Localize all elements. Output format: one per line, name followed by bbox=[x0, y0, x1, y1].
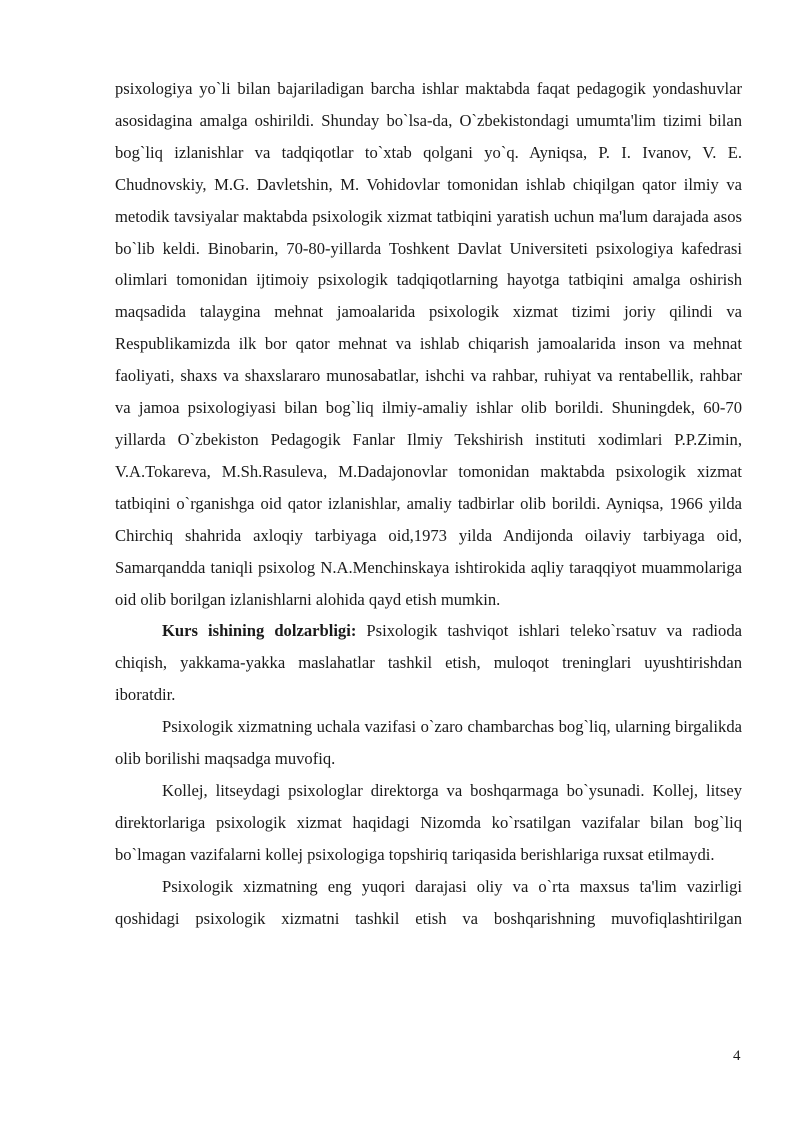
paragraph-history: psixologiya yo`li bilan bajariladigan barcha ishlar maktabda faqat pedagogik yondashuvlar asosidagina amalga oshirildi. Shunday bo`lsa-da, O`zbekistondagi umumta'lim tizimi bilan bog`liq izlanishlar va tadqiqotlar to`xtab qolgani yo`q. Ayniqsa, P. I. Ivanov, V. E. Chudnovskiy, M.G. Davletshin, M. Vohidovlar tomonidan ishlab chiqilgan qator ilmiy va metodik tavsiyalar maktabda psixologik xizmat tatbiqini yaratish uchun ma'lum darajada asos bo`lib keldi. Binobarin, 70-80-yillarda Toshkent Davlat Universiteti psixologiya kafedrasi olimlari tomonidan ijtimoiy psixologik tadqiqotlarning hayotga tatbiqini amalga oshirish maqsadida talaygina mehnat jamoalarida psixologik xizmat tizimi joriy qilindi va Respublikamizda ilk bor qator mehnat va ishlab chiqarish jamoalarida inson va mehnat faoliyati, shaxs va shaxslararo munosabatlar, ishchi va rahbar, ruhiyat va rentabellik, rahbar va jamoa psixologiyasi bilan bog`liq ilmiy-amaliy ishlar olib borildi. Shuningdek, 60-70 yillarda O`zbekiston Pedagogik Fanlar Ilmiy Tekshirish instituti xodimlari P.P.Zimin, V.A.Tokareva, M.Sh.Rasuleva, M.Dadajonovlar tomonidan maktabda psixologik xizmat tatbiqini o`rganishga oid qator izlanishlar, amaliy tadbirlar olib borildi. Ayniqsa, 1966 yilda Chirchiq shahrida axloqiy tarbiyaga oid,1973 yilda Andijonda oilaviy tarbiyaga oid, Samarqandda taniqli psixolog N.A.Menchinskaya ishtirokida aqliy taraqqiyot muammolariga oid olib borilgan izlanishlarni alohida qayd etish mumkin. bbox=[115, 79, 742, 609]
page-number: 4 bbox=[733, 1048, 741, 1064]
paragraph-relevance bbox=[115, 615, 742, 711]
paragraph-college: Kollej, litseydagi psixologlar direktorga va boshqarmaga bo`ysunadi. Kollej, litsey direktorlariga psixologik xizmat haqidagi Nizomda ko`rsatilgan vazifalar bilan bog`liq bo`lmagan vazifalarni kollej psixologiga topshiriq tariqasida berishlariga ruxsat etilmaydi. bbox=[115, 780, 742, 864]
body-text bbox=[115, 73, 742, 934]
paragraph-ministry: Psixologik xizmatning eng yuqori darajasi oliy va o`rta maxsus ta'lim vazirligi qoshidagi psixologik xizmatni tashkil etish va boshqarishning muvofiqlashtirilgan bbox=[115, 876, 742, 928]
relevance-text: Psixologik tashviqot ishlari teleko`rsatuv va radioda chiqish, yakkama-yakka maslahatlar tashkil etish, muloqot treninglari uyushtirishdan iboratdir. bbox=[115, 621, 742, 705]
paragraph-functions: Psixologik xizmatning uchala vazifasi o`zaro chambarchas bog`liq, ularning birgalikda olib borilishi maqsadga muvofiq. bbox=[115, 717, 742, 769]
relevance-heading: Kurs ishining dolzarbligi: bbox=[162, 621, 357, 641]
